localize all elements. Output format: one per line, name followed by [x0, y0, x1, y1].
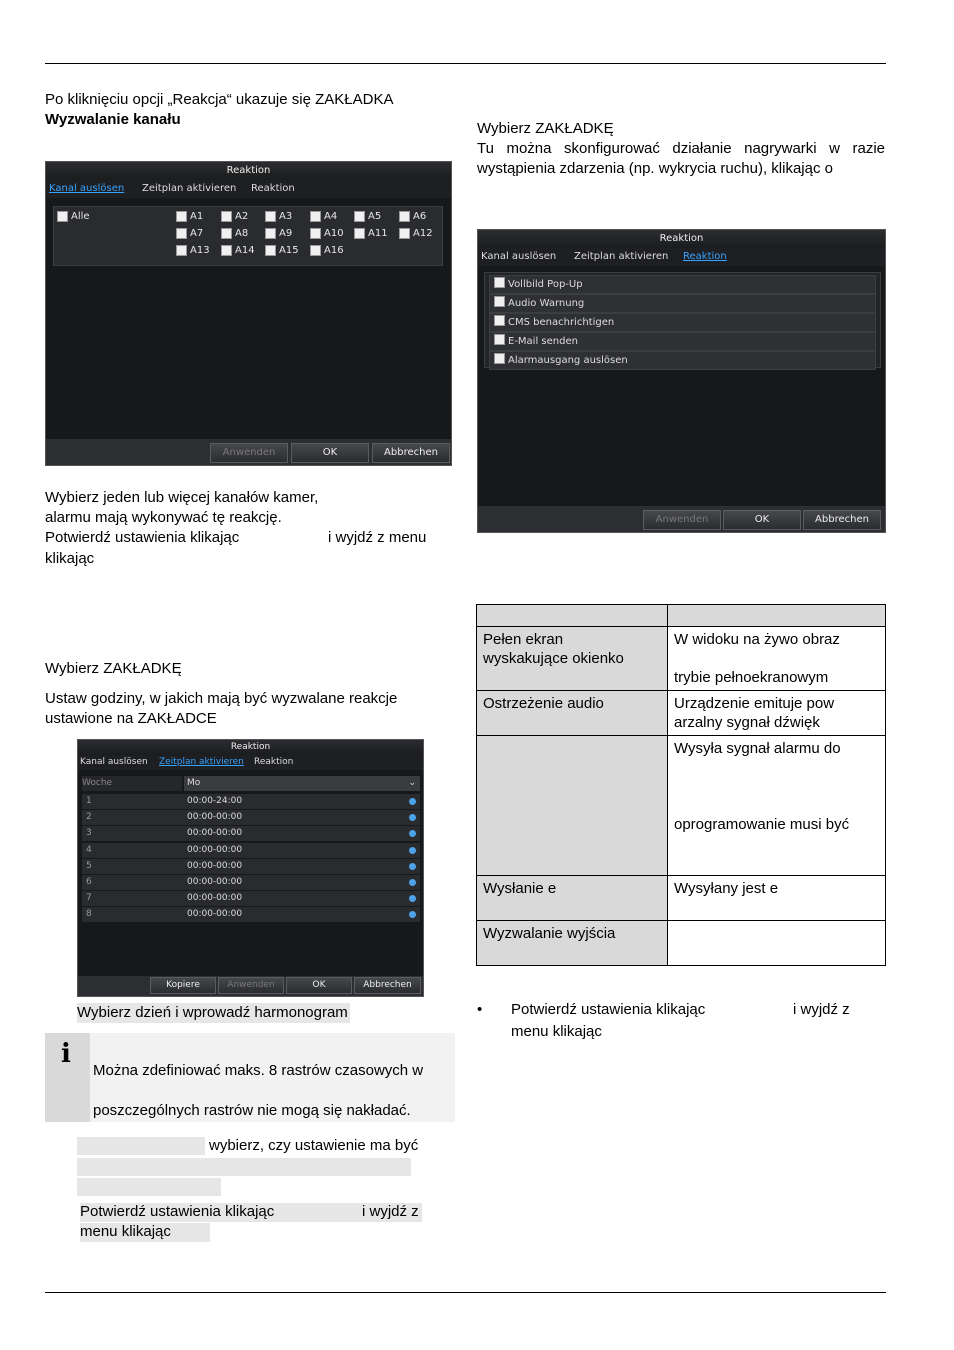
tab-reaktion[interactable]: Reaktion: [254, 757, 294, 767]
checkbox-label: A3: [279, 211, 293, 222]
cell-line: oprogramowanie musi być: [674, 816, 850, 833]
table-row: [477, 876, 886, 921]
dialog-footer: [46, 439, 451, 465]
ok-button[interactable]: OK: [723, 510, 801, 530]
schedule-index: 4: [82, 843, 186, 858]
dialog-title: Reaktion: [78, 740, 423, 755]
week-select[interactable]: [184, 776, 420, 791]
checkbox-box: [494, 334, 505, 345]
checkbox-label: A1: [190, 211, 204, 222]
checkbox-label: A15: [279, 245, 299, 256]
time-range: 00:00-00:00: [187, 828, 243, 839]
paragraph-line: wybierz, czy ustawienie ma być: [209, 1137, 419, 1154]
schedule-index: 6: [82, 875, 186, 890]
checkbox-box: [310, 245, 321, 256]
header-cell: [477, 605, 668, 627]
intro-heading: Wyzwalanie kanału: [45, 111, 181, 128]
table-cell: [668, 627, 886, 691]
checkbox-channel[interactable]: [354, 211, 381, 222]
checkbox-channel[interactable]: [265, 228, 292, 239]
checkbox-label: A2: [235, 211, 249, 222]
checkbox-label: A4: [324, 211, 338, 222]
paragraph-line: Ustaw godziny, w jakich mają być wyzwalane reakcje: [45, 690, 398, 707]
highlight-bar: [77, 1158, 411, 1176]
checkbox-box: [265, 228, 276, 239]
table-cell: [668, 921, 886, 966]
schedule-time[interactable]: [184, 810, 420, 825]
settings-dot-icon[interactable]: [409, 911, 416, 918]
option-label: CMS benachrichtigen: [508, 317, 615, 328]
tab-zeitplan-aktivieren[interactable]: Zeitplan aktivieren: [159, 757, 244, 767]
info-icon-box: [45, 1033, 90, 1122]
schedule-time[interactable]: [184, 891, 420, 906]
select-tab-text: Wybierz ZAKŁADKĘ: [45, 660, 182, 677]
checkbox-box: [494, 296, 505, 307]
cell-line: Wysłanie e: [483, 880, 557, 897]
checkbox-box: [221, 228, 232, 239]
ok-button[interactable]: OK: [291, 443, 369, 463]
cell-line: [483, 943, 661, 962]
paragraph-line: i wyjdź z: [362, 1203, 419, 1220]
tab-kanal-ausloesen[interactable]: Kanal auslösen: [481, 251, 557, 262]
cell-line: Wysyłany jest e: [674, 880, 779, 897]
bullet-text: Potwierdź ustawienia klikając: [511, 1001, 706, 1018]
time-range: 00:00-00:00: [187, 909, 243, 920]
caption: Wybierz dzień i wprowadź harmonogram: [77, 1004, 348, 1021]
tab-zeitplan-aktivieren[interactable]: Zeitplan aktivieren: [142, 183, 237, 194]
apply-button[interactable]: Anwenden: [210, 443, 288, 463]
dialog-title: Reaktion: [46, 162, 451, 180]
cell-line: W widoku na żywo obraz: [674, 631, 840, 648]
checkbox-channel[interactable]: [310, 211, 337, 222]
paragraph-line: alarmu mają wykonywać tę reakcję.: [45, 509, 282, 526]
cell-line: [483, 739, 661, 758]
cell-line: [674, 758, 879, 777]
cell-line: trybie pełnoekranowym: [674, 669, 829, 686]
checkbox-channel[interactable]: [265, 245, 299, 256]
checkbox-box: [176, 211, 187, 222]
apply-button[interactable]: Anwenden: [643, 510, 721, 530]
apply-button[interactable]: Anwenden: [218, 977, 284, 994]
option-label: Audio Warnung: [508, 298, 585, 309]
bullet-text: i wyjdź z: [793, 1001, 850, 1018]
settings-dot-icon[interactable]: [409, 879, 416, 886]
reaction-option[interactable]: [489, 313, 876, 332]
cell-line: Wysyła sygnał alarmu do: [674, 740, 841, 757]
dialog-footer: [78, 976, 423, 996]
time-range: 00:00-00:00: [187, 812, 243, 823]
table-cell: [477, 691, 668, 736]
option-label: Alarmausgang auslösen: [508, 355, 628, 366]
highlight-bar: [77, 1137, 205, 1155]
checkbox-box: [354, 228, 365, 239]
table-row: [477, 691, 886, 736]
cell-line: [674, 924, 879, 943]
intro-line: Po kliknięciu opcji „Reakcja“ ukazuje się ZAKŁADKA: [45, 91, 394, 108]
checkbox-box: [494, 277, 505, 288]
table-row: [477, 627, 886, 691]
checkbox-channel[interactable]: [221, 228, 248, 239]
reaction-option[interactable]: [489, 351, 876, 370]
checkbox-label: A8: [235, 228, 249, 239]
time-range: 00:00-00:00: [187, 877, 243, 887]
cancel-button[interactable]: Abbrechen: [354, 977, 421, 994]
tab-zeitplan-aktivieren[interactable]: Zeitplan aktivieren: [574, 251, 669, 262]
info-icon: i: [61, 1039, 71, 1069]
settings-dot-icon[interactable]: [409, 830, 416, 837]
settings-dot-icon[interactable]: [409, 798, 416, 805]
checkbox-label: A14: [235, 245, 255, 256]
checkbox-label: A6: [413, 211, 427, 222]
checkbox-label: A7: [190, 228, 204, 239]
tab-kanal-ausloesen[interactable]: Kanal auslösen: [80, 757, 148, 767]
schedule-time[interactable]: [184, 826, 420, 841]
paragraph-line: Potwierdź ustawienia klikając: [45, 529, 240, 546]
checkbox-box: [57, 211, 68, 222]
cell-line: Pełen ekran: [483, 631, 564, 648]
reaction-option[interactable]: [489, 275, 876, 294]
copy-button[interactable]: Kopiere: [150, 977, 216, 994]
checkbox-channel[interactable]: [265, 211, 292, 222]
schedule-index: 7: [82, 891, 186, 906]
dialog-reaction: [477, 229, 886, 533]
dialog-tabs: [78, 755, 423, 770]
schedule-index: 8: [82, 907, 186, 922]
info-line: poszczególnych rastrów nie mogą się nakładać.: [93, 1102, 411, 1119]
checkbox-label: A5: [368, 211, 382, 222]
checkbox-box: [354, 211, 365, 222]
cancel-button[interactable]: Abbrechen: [803, 510, 881, 530]
schedule-time[interactable]: [184, 907, 420, 922]
top-rule: [45, 63, 886, 64]
checkbox-box: [265, 211, 276, 222]
time-range: 00:00-00:00: [187, 893, 243, 904]
cell-line: [674, 898, 879, 917]
checkbox-label: A11: [368, 228, 388, 239]
checkbox-channel[interactable]: [354, 228, 388, 239]
checkbox-channel[interactable]: [310, 228, 344, 239]
checkbox-channel[interactable]: [310, 245, 344, 256]
checkbox-channel[interactable]: [176, 211, 203, 222]
cell-line: Wyzwalanie wyjścia: [483, 925, 616, 942]
checkbox-channel[interactable]: [399, 228, 433, 239]
week-label: Woche: [82, 776, 182, 791]
checkbox-box: [176, 228, 187, 239]
paragraph-line: ustawione na ZAKŁADCE: [45, 710, 217, 727]
checkbox-label: A13: [190, 245, 210, 256]
dialog-title: Reaktion: [478, 230, 885, 248]
ok-button[interactable]: OK: [286, 977, 352, 994]
highlight-bar: [77, 1178, 221, 1196]
time-range: 00:00-24:00: [187, 796, 243, 806]
schedule-index: 2: [82, 810, 186, 825]
select-tab-text: Wybierz ZAKŁADKĘ: [477, 120, 614, 137]
reaction-option[interactable]: [489, 294, 876, 313]
checkbox-box: [399, 211, 410, 222]
dialog-tabs: [478, 248, 885, 266]
time-range: 00:00-00:00: [187, 860, 243, 871]
dialog-footer: [478, 506, 885, 532]
channel-panel: [53, 206, 443, 266]
cell-line: Ostrzeżenie audio: [483, 695, 604, 712]
schedule-time[interactable]: [184, 875, 420, 890]
cell-line: Urządzenie emituje pow: [674, 695, 835, 712]
table-cell: [477, 921, 668, 966]
info-box: [45, 1033, 455, 1122]
checkbox-box: [399, 228, 410, 239]
time-range: 00:00-00:00: [187, 844, 243, 855]
table-header: [477, 605, 886, 627]
checkbox-box: [494, 315, 505, 326]
table-cell: [477, 876, 668, 921]
cell-line: [674, 796, 879, 815]
settings-dot-icon[interactable]: [409, 863, 416, 870]
dialog-tabs: [46, 180, 451, 198]
dialog-schedule: [77, 739, 424, 997]
cell-line: [674, 834, 879, 853]
table-row: [477, 921, 886, 966]
schedule-index: 1: [82, 794, 186, 809]
checkbox-label: Alle: [71, 211, 90, 222]
checkbox-label: A12: [413, 228, 433, 239]
chevron-down-icon: ⌄: [408, 778, 416, 788]
bottom-rule: [45, 1292, 886, 1293]
paragraph-line: menu klikając: [80, 1223, 171, 1240]
checkbox-label: A9: [279, 228, 293, 239]
cell-line: arzalny sygnał dźwięk: [674, 714, 820, 731]
checkbox-box: [221, 245, 232, 256]
info-line: Można zdefiniować maks. 8 rastrów czasowych w: [93, 1062, 424, 1079]
paragraph: Tu można skonfigurować działanie nagrywarki w razie wystąpienia zdarzenia (np. wykrycia ruchu), klikając o: [477, 140, 885, 177]
header-cell: [668, 605, 886, 627]
checkbox-channel[interactable]: [221, 245, 255, 256]
checkbox-channel[interactable]: [221, 211, 248, 222]
checkbox-box: [310, 228, 321, 239]
paragraph-line: i wyjdź z menu: [328, 529, 427, 546]
cell-line: [674, 649, 879, 668]
checkbox-channel[interactable]: [176, 228, 203, 239]
option-label: Vollbild Pop-Up: [508, 279, 583, 290]
settings-dot-icon[interactable]: [409, 847, 416, 854]
paragraph-line: Potwierdź ustawienia klikając: [80, 1203, 275, 1220]
table-cell: [668, 736, 886, 876]
checkbox-box: [221, 211, 232, 222]
table-cell: [477, 736, 668, 876]
table-cell: [668, 691, 886, 736]
table-cell: [668, 876, 886, 921]
option-label: E-Mail senden: [508, 336, 578, 347]
schedule-time[interactable]: [184, 843, 420, 858]
reaction-options: [484, 272, 881, 368]
table-cell: [477, 627, 668, 691]
checkbox-label: A10: [324, 228, 344, 239]
reaction-option[interactable]: [489, 332, 876, 351]
schedule-index: 5: [82, 859, 186, 874]
bullet-text: menu klikając: [511, 1023, 602, 1040]
cancel-button[interactable]: Abbrechen: [372, 443, 450, 463]
schedule-time[interactable]: [184, 859, 420, 874]
cell-line: [674, 853, 879, 872]
dialog-trigger-channel: [45, 161, 452, 466]
settings-dot-icon[interactable]: [409, 895, 416, 902]
checkbox-box: [494, 353, 505, 364]
bullet-icon: •: [477, 1001, 483, 1018]
tab-kanal-ausloesen[interactable]: Kanal auslösen: [49, 183, 125, 194]
settings-dot-icon[interactable]: [409, 814, 416, 821]
checkbox-box: [310, 211, 321, 222]
tab-reaktion[interactable]: Reaktion: [683, 251, 727, 262]
checkbox-box: [176, 245, 187, 256]
checkbox-label: A16: [324, 245, 344, 256]
schedule-time[interactable]: [184, 794, 420, 809]
paragraph-line: Wybierz jeden lub więcej kanałów kamer,: [45, 489, 319, 506]
schedule-index: 3: [82, 826, 186, 841]
cell-line: wyskakujące okienko: [483, 650, 624, 667]
checkbox-all[interactable]: [57, 211, 90, 222]
tab-reaktion[interactable]: Reaktion: [251, 183, 295, 194]
checkbox-channel[interactable]: [399, 211, 426, 222]
table-row: [477, 736, 886, 876]
checkbox-channel[interactable]: [176, 245, 210, 256]
reaction-table: [476, 604, 886, 966]
cell-line: [674, 777, 879, 796]
paragraph-line: klikając: [45, 550, 95, 567]
checkbox-box: [265, 245, 276, 256]
week-value: Mo: [187, 778, 201, 788]
